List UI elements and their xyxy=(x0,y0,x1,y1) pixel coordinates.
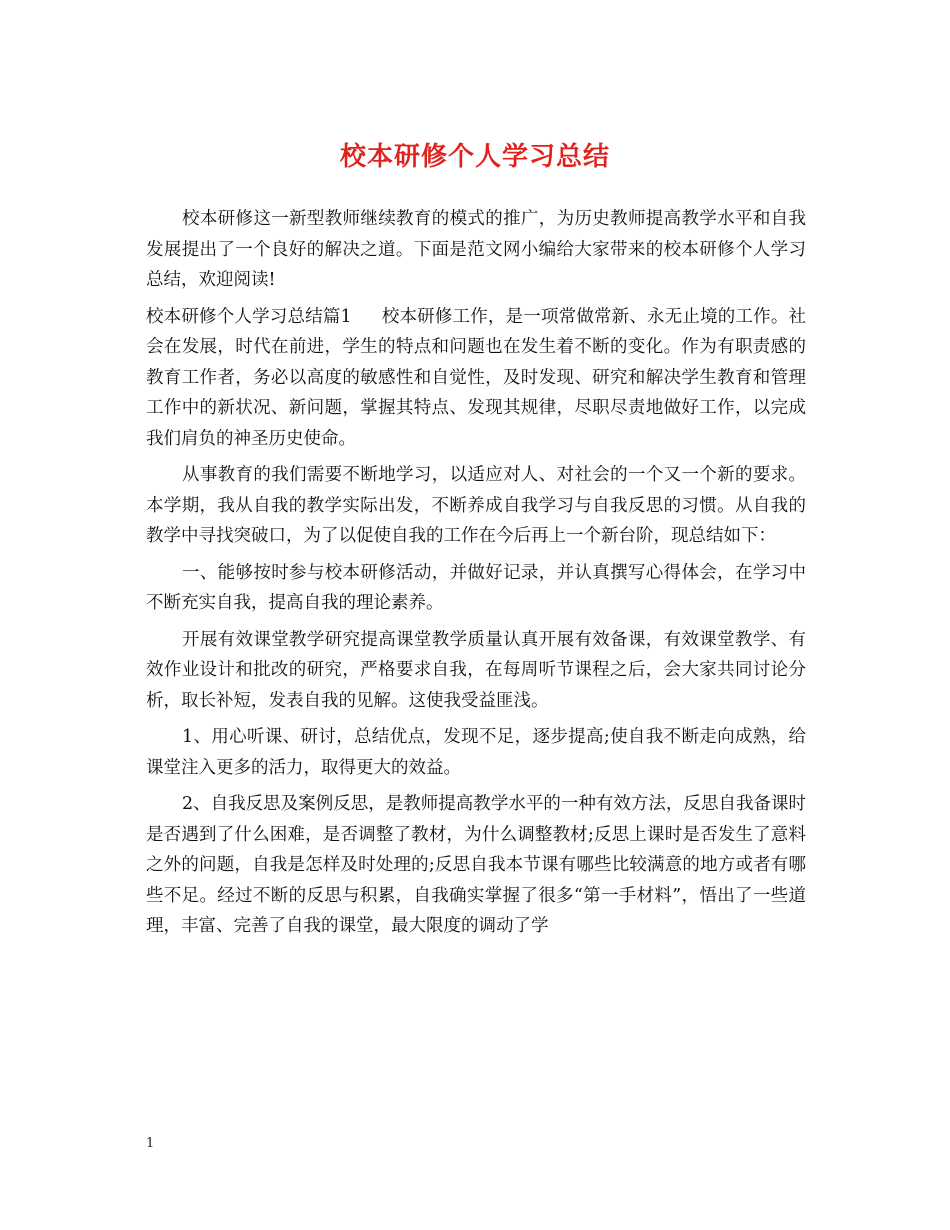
document-body xyxy=(146,204,806,948)
paragraph-4: 一、能够按时参与校本研修活动，并做好记录，并认真撰写心得体会，在学习中不断充实自我，提高自我的理论素养。 xyxy=(146,562,806,613)
paragraph-3: 从事教育的我们需要不断地学习，以适应对人、对社会的一个又一个新的要求。本学期，我从自我的教学实际出发，不断养成自我学习与自我反思的习惯。从自我的教学中寻找突破口，为了以促使自我的工作在今后再上一个新台阶，现总结如下： xyxy=(146,465,806,546)
article-heading: 校本研修个人学习总结篇1 xyxy=(146,306,352,327)
document-title: 校本研修个人学习总结 xyxy=(339,142,610,172)
paragraph-6: 1、用心听课、研讨，总结优点，发现不足，逐步提高;使自我不断走向成熟，给课堂注入更多的活力，取得更大的效益。 xyxy=(146,727,806,778)
paragraph-7: 2、自我反思及案例反思，是教师提高教学水平的一种有效方法，反思自我备课时是否遇到了什么困难，是否调整了教材，为什么调整教材;反思上课时是否发生了意料之外的问题，自我是怎样及时处理的;反思自我本节课有哪些比较满意的地方或者有哪些不足。经过不断的反思与积累，自我确实掌握了很多“第一手材料”，悟出了一些道理，丰富、完善了自我的课堂，最大限度的调动了学 xyxy=(146,794,806,936)
paragraph-article-1 xyxy=(146,302,806,455)
page-number: 1 xyxy=(146,1136,155,1151)
paragraph-intro: 校本研修这一新型教师继续教育的模式的推广，为历史教师提高教学水平和自我发展提出了一个良好的解决之道。下面是范文网小编给大家带来的校本研修个人学习总结，欢迎阅读! xyxy=(146,209,806,290)
article-1-text: 校本研修工作，是一项常做常新、永无止境的工作。社会在发展，时代在前进，学生的特点和问题也在发生着不断的变化。作为有职责感的教育工作者，务必以高度的敏感性和自觉性，及时发现、研究和解决学生教育和管理工作中的新状况、新问题，掌握其特点、发现其规律，尽职尽责地做好工作，以完成我们肩负的神圣历史使命。 xyxy=(146,306,806,449)
paragraph-5: 开展有效课堂教学研究提高课堂教学质量认真开展有效备课，有效课堂教学、有效作业设计和批改的研究，严格要求自我，在每周听节课程之后，会大家共同讨论分析，取长补短，发表自我的见解。这使我受益匪浅。 xyxy=(146,629,806,711)
